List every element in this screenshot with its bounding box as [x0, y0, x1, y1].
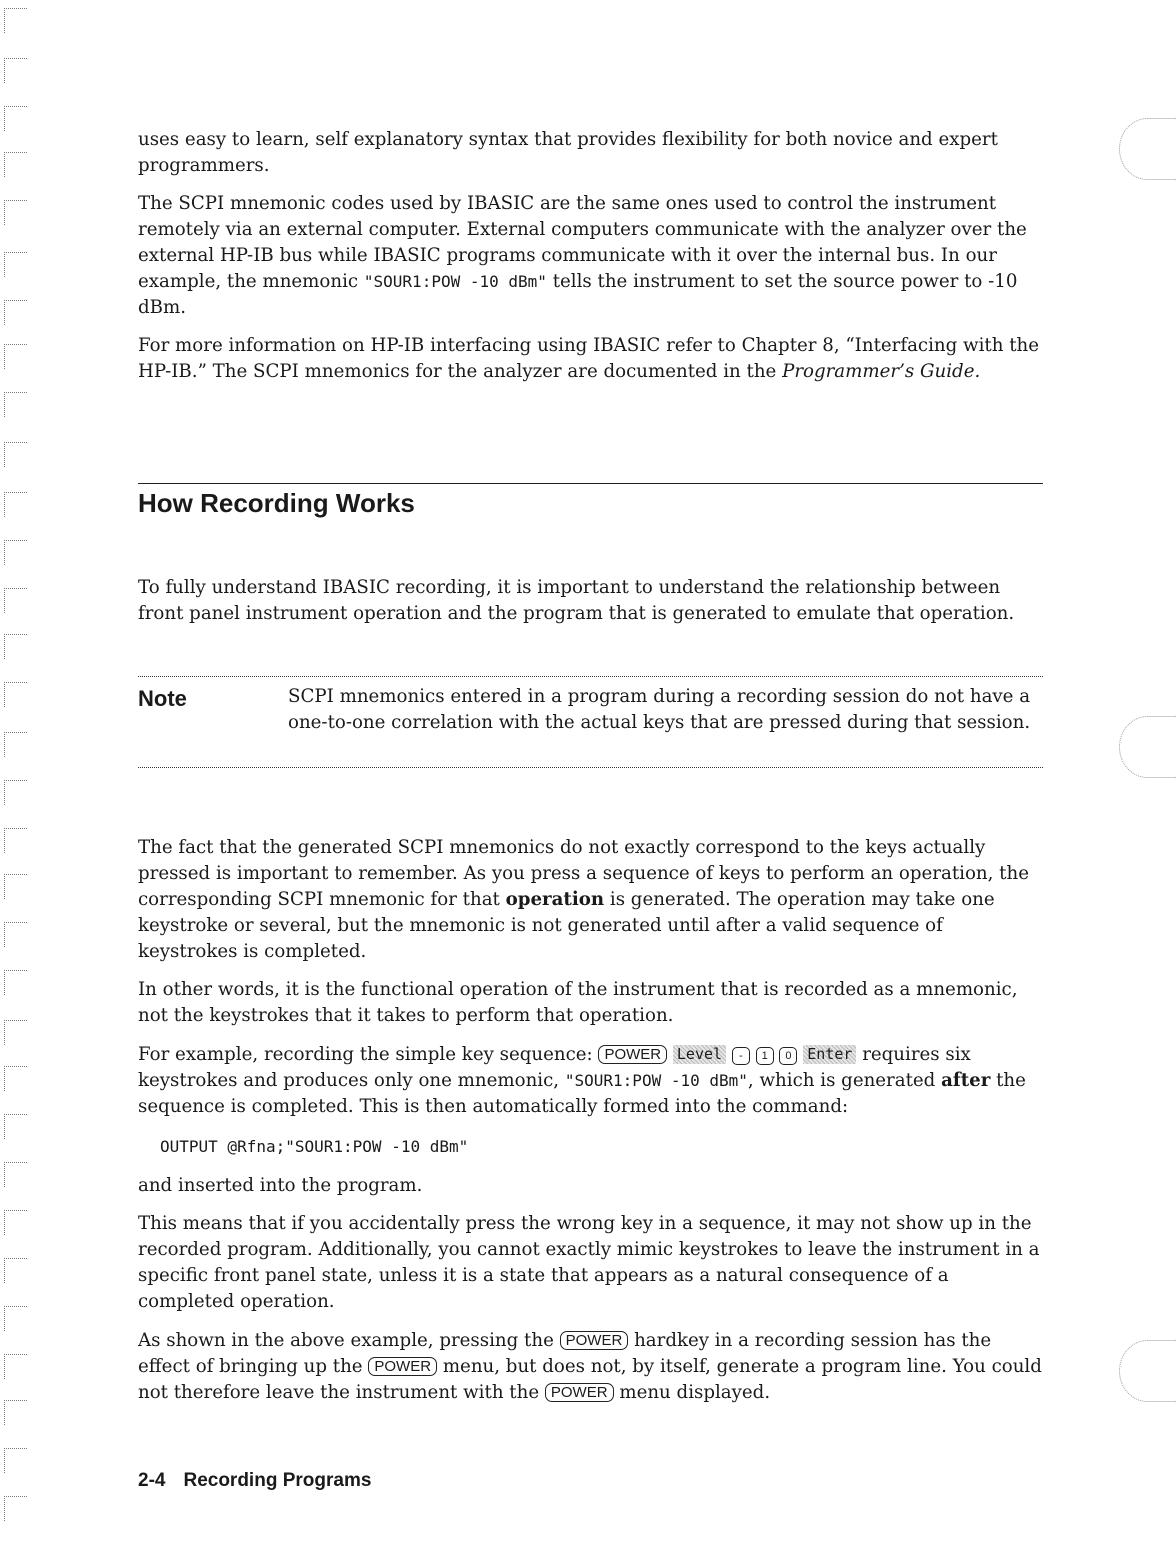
paragraph-example-sequence: For example, recording the simple key sequence: POWER Level - 1 0 Enter requires six keystrokes and produces only one mnemonic, "SOUR1:POW -10 dBm", which is generated after the sequence is completed. This is then automatically formed into the command:: [138, 1044, 1026, 1117]
zero-key: 0: [779, 1047, 797, 1065]
paragraph-power-hardkey: As shown in the above example, pressing the POWER hardkey in a recording session has the effect of bringing up the POWER menu, but does not, by itself, generate a program line. You could not therefore leave the instrument with the POWER menu displayed.: [138, 1330, 1042, 1403]
inline-code: "SOUR1:POW -10 dBm": [564, 1071, 748, 1090]
power-hardkey: POWER: [368, 1357, 437, 1376]
note-label: Note: [138, 686, 187, 711]
note-rule-bottom: [138, 767, 1043, 768]
level-softkey: Level: [673, 1045, 726, 1064]
paragraph-not-correspond: The fact that the generated SCPI mnemonics do not exactly correspond to the keys actually pressed is important to remember. As you press a sequence of keys to perform an operation, the corresponding SCPI mnemonic for that operation is generated. The operation may take one keystroke or several, but the mnemonic is not generated until after a valid sequence of keystrokes is completed.: [138, 837, 1029, 962]
bold-operation: operation: [505, 889, 605, 910]
paragraph-wrong-key: This means that if you accidentally press the wrong key in a sequence, it may not show up in the recorded program. Additionally, you cannot exactly mimic keystrokes to leave the instrument in a specific front panel state, unless it is a state that appears as a natural consequence of a completed operation.: [138, 1213, 1040, 1312]
note-rule-top: [138, 676, 1043, 677]
minus-key: -: [732, 1047, 750, 1065]
guide-title: Programmer’s Guide.: [782, 361, 981, 382]
paragraph-syntax: uses easy to learn, self explanatory syntax that provides flexibility for both novice and expert programmers.: [138, 129, 998, 176]
punch-hole-top: [1119, 118, 1176, 180]
footer-section-title: Recording Programs: [183, 1470, 372, 1491]
bold-after: after: [941, 1070, 991, 1091]
binding-margin-marks: [4, 0, 34, 1544]
section-heading: How Recording Works: [138, 488, 415, 518]
enter-softkey: Enter: [803, 1045, 856, 1064]
paragraph-functional-operation: In other words, it is the functional operation of the instrument that is recorded as a mnemonic, not the keystrokes that it takes to perform that operation.: [138, 979, 1018, 1026]
page-number: 2-4: [138, 1470, 166, 1491]
power-hardkey: POWER: [598, 1045, 667, 1064]
inline-code: "SOUR1:POW -10 dBm": [363, 272, 547, 291]
paragraph-scpi-codes: The SCPI mnemonic codes used by IBASIC are the same ones used to control the instrument remotely via an external computer. External computers communicate with the analyzer over the external HP-IB bus while IBASIC programs communicate with it over the internal bus. In our example, the mnemonic "SOUR1:POW -10 dBm" tells the instrument to set the source power to -10 dBm.: [138, 193, 1027, 318]
note-text: SCPI mnemonics entered in a program during a recording session do not have a one-to-one correlation with the actual keys that are pressed during that session.: [288, 686, 1031, 733]
section-rule: [138, 483, 1043, 484]
power-hardkey: POWER: [560, 1331, 629, 1350]
code-output-line: OUTPUT @Rfna;"SOUR1:POW -10 dBm": [160, 1137, 469, 1156]
punch-hole-middle: [1119, 716, 1176, 778]
one-key: 1: [756, 1047, 774, 1065]
paragraph-inserted: and inserted into the program.: [138, 1175, 423, 1196]
paragraph-more-info: For more information on HP-IB interfacing using IBASIC refer to Chapter 8, “Interfacing with the HP-IB.” The SCPI mnemonics for the analyzer are documented in the Programmer’s Guide.: [138, 335, 1040, 382]
page-footer: [138, 1470, 371, 1492]
power-hardkey: POWER: [545, 1383, 614, 1402]
punch-hole-bottom: [1119, 1340, 1176, 1402]
paragraph-understand-recording: To fully understand IBASIC recording, it is important to understand the relationship between front panel instrument operation and the program that is generated to emulate that operation.: [138, 577, 1015, 624]
